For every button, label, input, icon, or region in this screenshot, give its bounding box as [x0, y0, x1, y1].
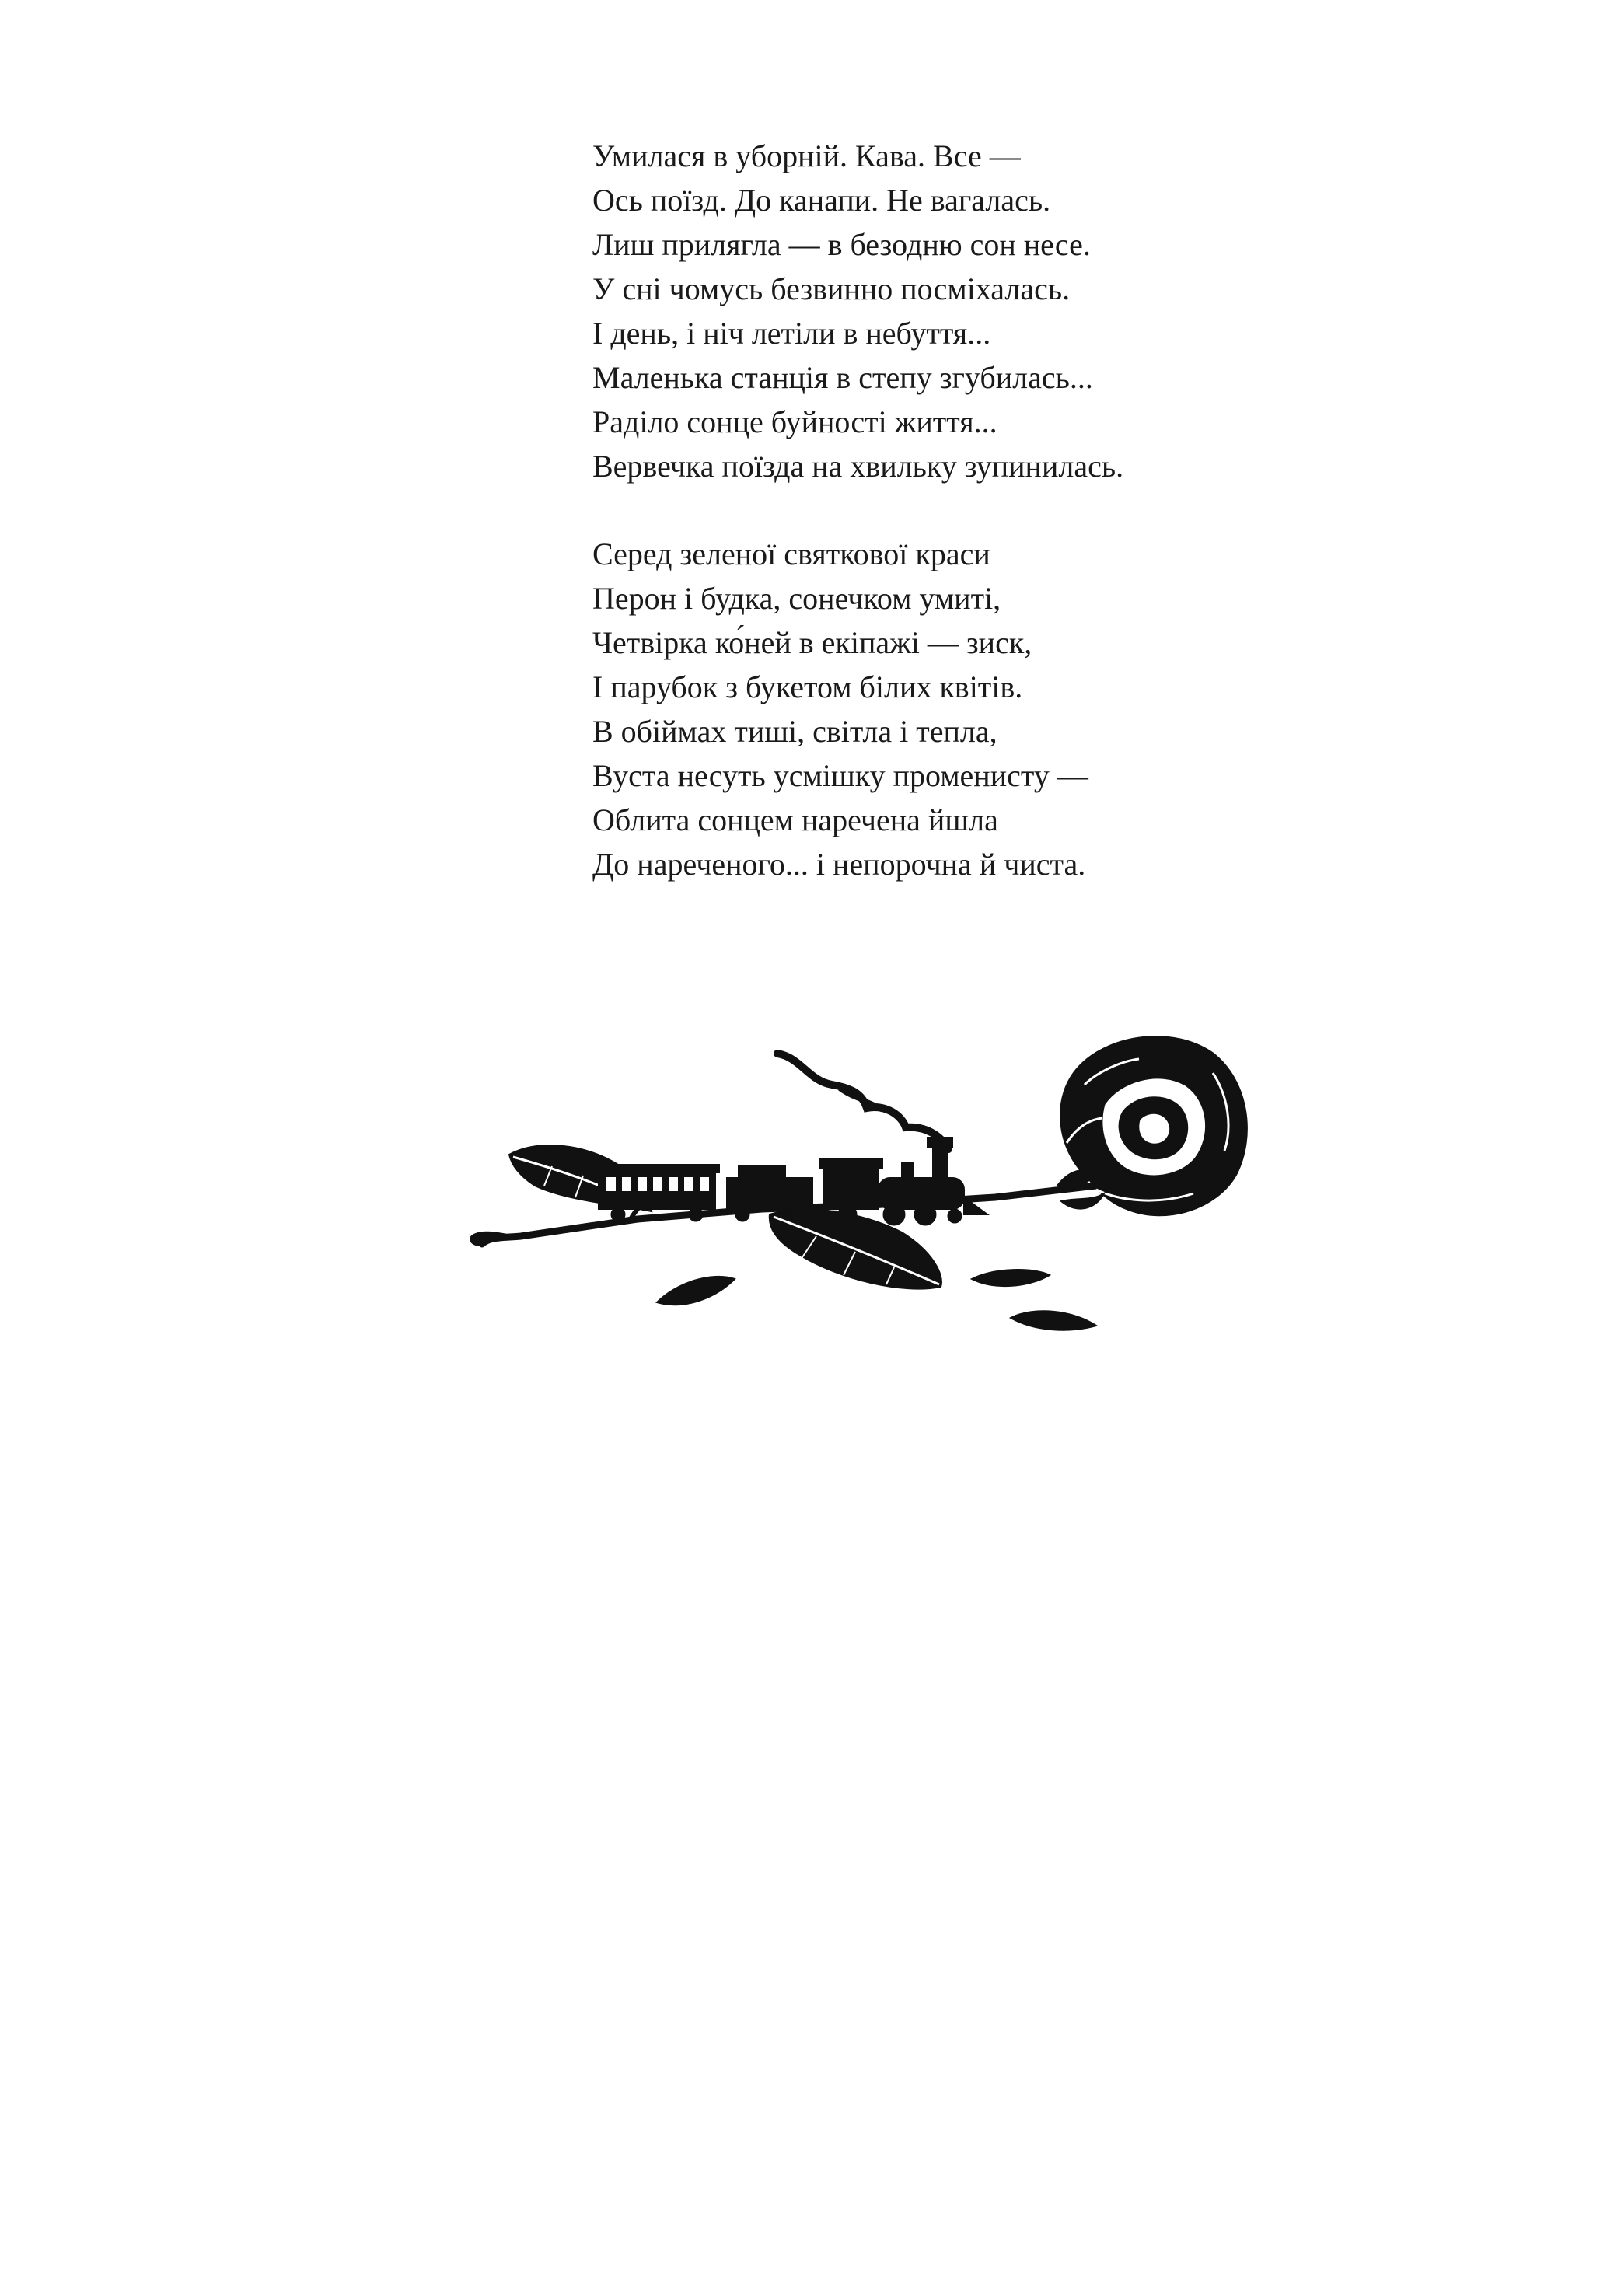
poem-line: Четвірка ко́ней в екіпажі — зиск, — [592, 625, 1032, 660]
poem-line: І парубок з букетом білих квітів. — [592, 669, 1023, 704]
rose-with-train-icon — [435, 1011, 1275, 1376]
poem-line: До нареченого... і непорочна й чиста. — [592, 847, 1086, 882]
poem-line: В обіймах тиші, світла і тепла, — [592, 714, 997, 749]
poem-line: Серед зеленої святкової краси — [592, 536, 990, 571]
stanza-2 — [592, 532, 1448, 886]
poem-line: І день, і ніч летіли в небуття... — [592, 316, 991, 351]
poem-line: У сні чомусь безвинно посміхалась. — [592, 271, 1071, 306]
poem-line: Лиш прилягла — в безодню сон несе. — [592, 227, 1091, 262]
poem — [592, 134, 1448, 886]
poem-line: Ось поїзд. До канапи. Не вагалась. — [592, 183, 1051, 218]
poem-line: Маленька станція в степу згубилась... — [592, 360, 1093, 395]
stanza-1 — [592, 134, 1448, 488]
poem-line: Вуста несуть усмішку променисту — — [592, 758, 1088, 793]
poem-line: Перон і будка, сонечком умиті, — [592, 581, 1001, 616]
poem-line: Умилася в уборній. Кава. Все — — [592, 138, 1021, 173]
poem-line: Облита сонцем наречена йшла — [592, 802, 998, 837]
poem-line: Раділо сонце буйності життя... — [592, 404, 997, 439]
poem-line: Вервечка поїзда на хвильку зупинилась. — [592, 449, 1124, 484]
